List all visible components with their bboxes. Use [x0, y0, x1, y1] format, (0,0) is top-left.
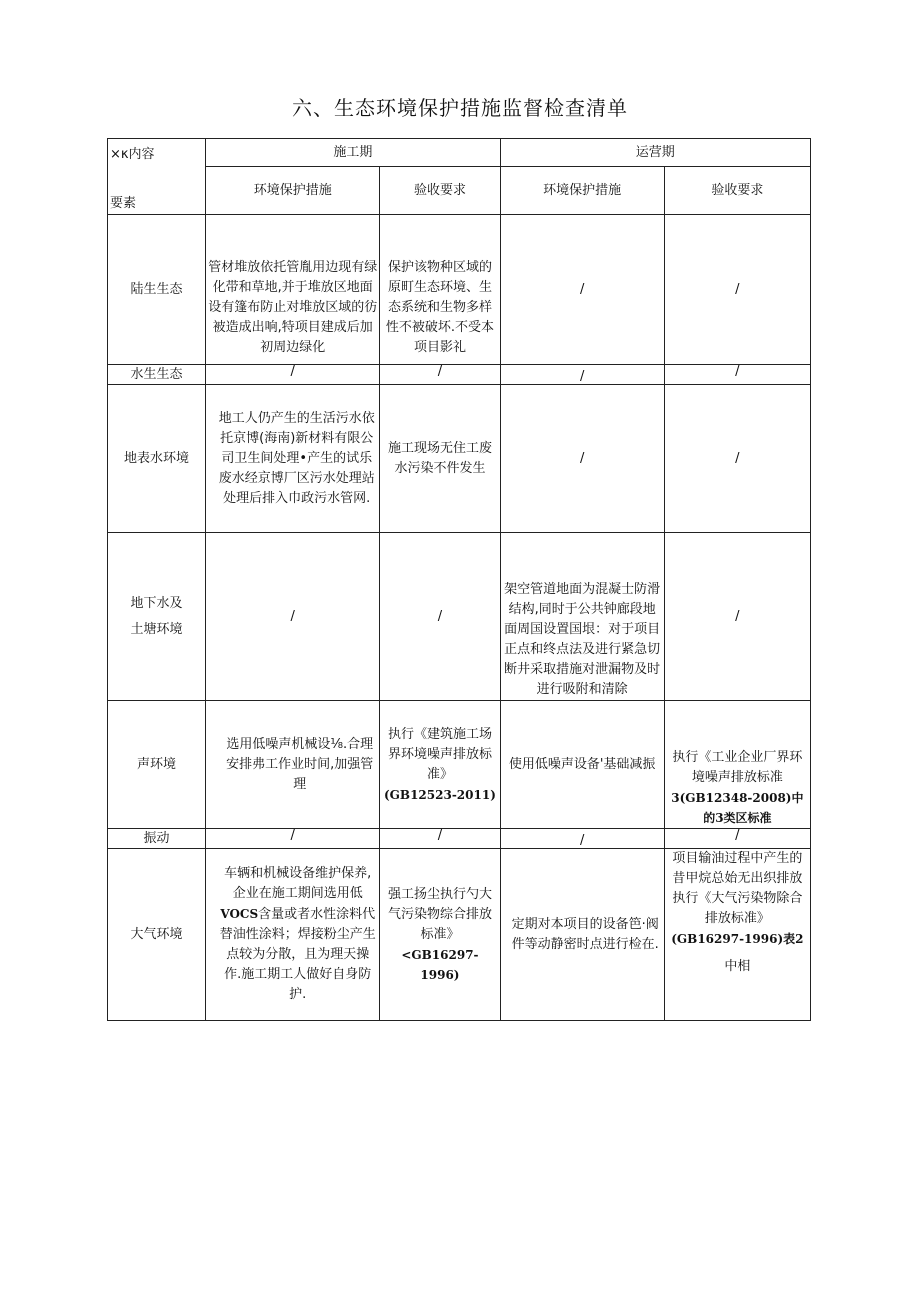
construction-acceptance-text: 保护该物种区域的原町生态环境、生态系统和生物多样性不被破坏.不受本项目影礼	[385, 259, 495, 355]
operation-measure: /	[500, 829, 664, 849]
construction-acceptance	[380, 701, 500, 829]
construction-acceptance-code: (GB12523-2011)	[384, 787, 496, 802]
construction-acceptance: /	[380, 829, 500, 849]
operation-acceptance-code: (GB16297-1996)表2	[671, 932, 804, 946]
operation-acceptance: /	[664, 215, 810, 365]
header-construction: 施工期	[206, 139, 500, 167]
header-acceptance-operation: 验收要求	[664, 167, 810, 215]
operation-measure: 架空管道地面为混凝士防滑结构,同时于公共钟廊段地面周国设置国垠：对于项目正点和终点法及进行紧急切断井采取措施对泄漏物及时进行吸附和清除	[500, 533, 664, 701]
construction-measure-text: 管材堆放依托管胤用边现有绿化带和草地,并于堆放区地面设有篷布防止对堆放区域的彷被造成出响,特项目建成后加初周边绿化	[208, 259, 378, 355]
operation-measure: /	[500, 215, 664, 365]
inspection-table	[107, 138, 811, 1021]
operation-acceptance: /	[664, 533, 810, 701]
operation-acceptance	[664, 849, 810, 1021]
header-corner-bottom: 要素	[110, 196, 137, 211]
table-row	[108, 215, 811, 365]
operation-acceptance: /	[664, 385, 810, 533]
operation-acceptance: /	[664, 829, 810, 849]
operation-measure: /	[500, 365, 664, 385]
construction-measure-text-b: VOCS	[220, 907, 259, 921]
table-row	[108, 533, 811, 701]
header-corner-top: ×κ内容	[110, 147, 155, 162]
construction-measure: /	[206, 365, 380, 385]
row-element: 地表水环境	[108, 385, 206, 533]
operation-measure: 使用低噪声设备'基础减振	[500, 701, 664, 829]
row-element-line1: 地下水及	[130, 595, 183, 611]
page-title: 六、生态环境保护措施监督检查清单	[292, 96, 628, 120]
construction-acceptance-text: 执行《建筑施工场界环境噪声排放标准》	[387, 726, 492, 782]
construction-acceptance	[380, 849, 500, 1021]
operation-acceptance-code: 3(GB12348-2008)中的3类区标准	[671, 791, 804, 825]
operation-measure: 定期对本项目的设备笆·阀件等动静密时点进行检在.	[500, 849, 664, 1021]
header-row-1	[108, 139, 811, 167]
operation-acceptance	[664, 701, 810, 829]
header-row-2	[108, 167, 811, 215]
construction-measure: 选用低噪声机械设⅛.合理安排弗工作业时间,加强管理	[206, 701, 380, 829]
table-row	[108, 829, 811, 849]
table-row	[108, 385, 811, 533]
header-corner-cell	[108, 139, 206, 215]
row-element: 水生生态	[108, 365, 206, 385]
operation-acceptance-text: 项目输油过程中产生的昔甲烷总始无出织排放执行《大气污染物除合排放标准》	[672, 851, 803, 926]
operation-acceptance-tail: 中相	[724, 959, 751, 974]
row-element-line2: 土塘环境	[130, 621, 183, 637]
construction-measure	[206, 215, 380, 365]
construction-measure	[206, 849, 380, 1021]
operation-measure: /	[500, 385, 664, 533]
header-acceptance-construction: 验收要求	[380, 167, 500, 215]
construction-measure: /	[206, 533, 380, 701]
construction-measure: 地工人仍产生的生活污水依托京博(海南)新材料有限公司卫生间处理•产生的试乐废水经京博厂区污水处理站处理后排入巾政污水管网.	[206, 385, 380, 533]
operation-acceptance: /	[664, 365, 810, 385]
row-element: 声环境	[108, 701, 206, 829]
row-element	[108, 533, 206, 701]
construction-acceptance	[380, 215, 500, 365]
header-measures-operation: 环境保护措施	[500, 167, 664, 215]
construction-acceptance: 施工现场无住工废水污染不件发生	[380, 385, 500, 533]
construction-acceptance-text: 强工扬尘执行勺大气污染物综合排放标准》	[387, 886, 492, 942]
table-row	[108, 849, 811, 1021]
row-element: 大气环境	[108, 849, 206, 1021]
row-element: 振动	[108, 829, 206, 849]
operation-acceptance-text: 执行《工业企业厂界环境噪声排放标准	[672, 750, 803, 785]
table-row	[108, 365, 811, 385]
construction-measure-text-a: 车辆和机械设备维护保养,企业在施工期间选用低	[224, 866, 372, 901]
construction-acceptance-code: <GB16297-1996)	[401, 947, 479, 982]
header-operation: 运营期	[500, 139, 810, 167]
construction-measure-text-c: 含量或者水性涂料代替油性涂料；焊接粉尘产生点较为分散，且为理天操作.施工期工人做好自身防护.	[219, 907, 376, 1002]
construction-measure: /	[206, 829, 380, 849]
row-element: 陆生生态	[108, 215, 206, 365]
table-row	[108, 701, 811, 829]
construction-acceptance: /	[380, 365, 500, 385]
construction-acceptance: /	[380, 533, 500, 701]
header-measures-construction: 环境保护措施	[206, 167, 380, 215]
